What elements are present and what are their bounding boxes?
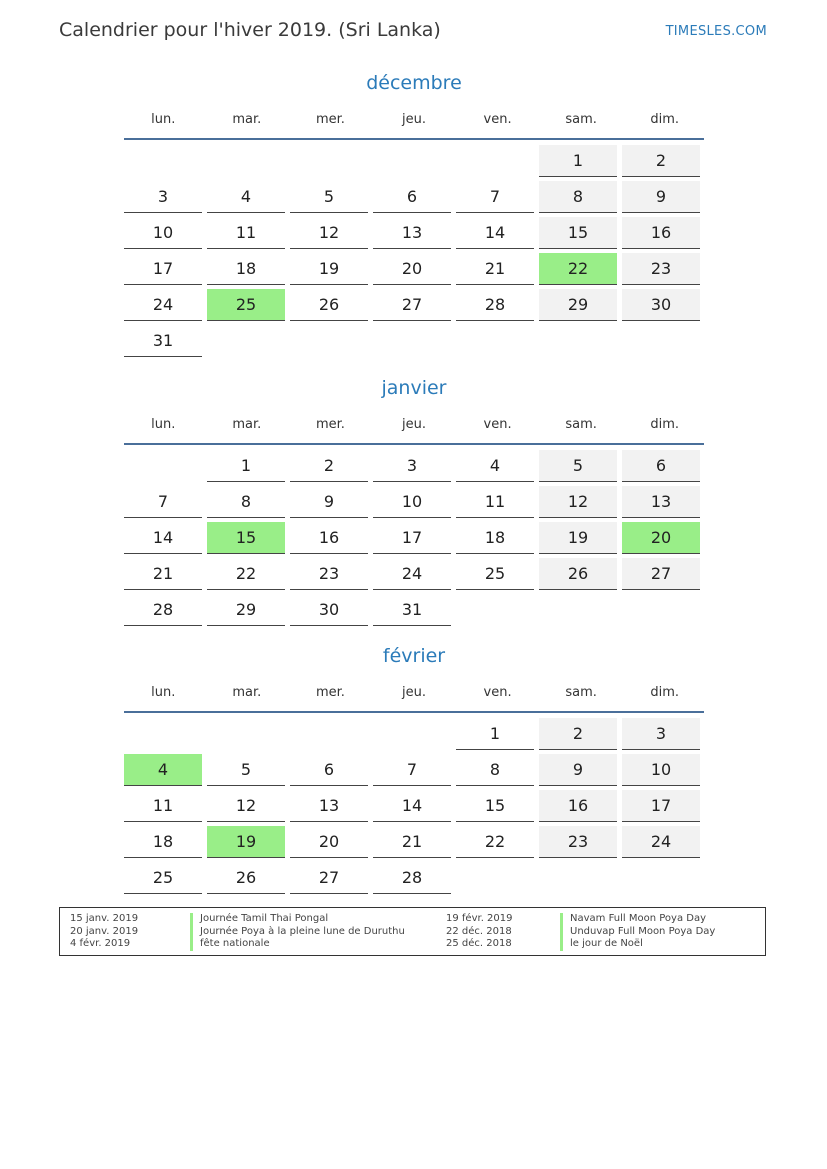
day-cell: 1 [539, 145, 617, 177]
day-cell: 24 [124, 289, 202, 321]
day-cell: 21 [124, 558, 202, 590]
day-cell: 8 [539, 181, 617, 213]
day-cell: 4 [456, 450, 534, 482]
holiday-day-cell: 15 [207, 522, 285, 554]
page-title: Calendrier pour l'hiver 2019. (Sri Lanka) [59, 19, 441, 41]
day-cell: 27 [373, 289, 451, 321]
day-cell: 7 [456, 181, 534, 213]
day-cell: 3 [622, 718, 700, 750]
header-divider [124, 711, 704, 713]
day-cell: 15 [456, 790, 534, 822]
day-cell: 13 [290, 790, 368, 822]
legend-holiday-name: Navam Full Moon Poya Day [560, 913, 715, 926]
day-cell: 3 [124, 181, 202, 213]
day-cell: 20 [290, 826, 368, 858]
empty-cell [207, 145, 285, 177]
weekday-label: jeu. [402, 111, 426, 127]
day-cell: 19 [539, 522, 617, 554]
day-cell: 26 [207, 862, 285, 894]
day-cell: 6 [290, 754, 368, 786]
day-cell: 28 [373, 862, 451, 894]
holiday-day-cell: 19 [207, 826, 285, 858]
weekday-label: mer. [315, 111, 345, 127]
day-cell: 9 [539, 754, 617, 786]
day-cell: 13 [373, 217, 451, 249]
day-cell: 1 [207, 450, 285, 482]
weekday-label: lun. [151, 416, 176, 432]
month-title: décembre [366, 72, 462, 94]
month-january [124, 375, 704, 626]
day-cell: 4 [207, 181, 285, 213]
weekday-label: mar. [232, 416, 262, 432]
day-cell: 2 [622, 145, 700, 177]
empty-cell [290, 718, 368, 750]
day-cell: 18 [456, 522, 534, 554]
day-cell: 23 [622, 253, 700, 285]
legend-date: 25 déc. 2018 [446, 938, 512, 949]
day-cell: 29 [207, 594, 285, 626]
weekday-header [124, 100, 704, 138]
day-cell: 23 [539, 826, 617, 858]
month-title: février [382, 645, 446, 667]
day-grid [124, 718, 704, 894]
day-cell: 17 [373, 522, 451, 554]
day-cell: 27 [290, 862, 368, 894]
empty-cell [124, 450, 202, 482]
day-cell: 16 [539, 790, 617, 822]
day-cell: 6 [622, 450, 700, 482]
weekday-header [124, 405, 704, 443]
legend-holiday-name: fête nationale [190, 938, 405, 951]
day-cell: 1 [456, 718, 534, 750]
month-february [124, 643, 704, 894]
day-cell: 9 [290, 486, 368, 518]
legend-date: 4 févr. 2019 [70, 938, 131, 949]
day-cell: 16 [290, 522, 368, 554]
header-divider [124, 443, 704, 445]
day-cell: 19 [290, 253, 368, 285]
day-cell: 22 [207, 558, 285, 590]
holiday-day-cell: 20 [622, 522, 700, 554]
day-cell: 28 [456, 289, 534, 321]
day-cell: 21 [456, 253, 534, 285]
day-cell: 11 [124, 790, 202, 822]
day-cell: 27 [622, 558, 700, 590]
weekday-label: jeu. [402, 684, 426, 700]
weekday-label: jeu. [402, 416, 426, 432]
empty-cell [124, 145, 202, 177]
day-cell: 9 [622, 181, 700, 213]
day-cell: 8 [456, 754, 534, 786]
holiday-day-cell: 22 [539, 253, 617, 285]
weekday-label: sam. [565, 684, 597, 700]
legend-left-dates [70, 913, 180, 951]
legend-date: 19 févr. 2019 [446, 913, 513, 924]
day-cell: 10 [373, 486, 451, 518]
legend-date: 20 janv. 2019 [70, 925, 139, 937]
day-cell: 17 [622, 790, 700, 822]
weekday-label: lun. [151, 684, 176, 700]
legend-holiday-name: Journée Tamil Thai Pongal [190, 913, 405, 926]
day-cell: 21 [373, 826, 451, 858]
day-cell: 11 [207, 217, 285, 249]
day-grid [124, 145, 704, 357]
day-cell: 20 [373, 253, 451, 285]
holiday-legend [59, 907, 766, 956]
day-cell: 18 [124, 826, 202, 858]
empty-cell [373, 145, 451, 177]
day-cell: 12 [290, 217, 368, 249]
day-cell: 26 [539, 558, 617, 590]
day-cell: 8 [207, 486, 285, 518]
month-title: janvier [381, 377, 447, 399]
weekday-label: mar. [232, 111, 262, 127]
day-cell: 23 [290, 558, 368, 590]
day-cell: 30 [290, 594, 368, 626]
weekday-label: sam. [565, 416, 597, 432]
legend-left-names [190, 913, 405, 951]
weekday-label: dim. [650, 111, 680, 127]
legend-holiday-name: Journée Poya à la pleine lune de Duruthu [190, 926, 405, 939]
day-cell: 31 [124, 325, 202, 357]
day-cell: 15 [539, 217, 617, 249]
day-cell: 6 [373, 181, 451, 213]
day-cell: 14 [124, 522, 202, 554]
day-cell: 10 [622, 754, 700, 786]
day-cell: 5 [539, 450, 617, 482]
day-cell: 22 [456, 826, 534, 858]
day-cell: 10 [124, 217, 202, 249]
day-cell: 14 [456, 217, 534, 249]
weekday-label: ven. [483, 416, 512, 432]
day-cell: 25 [124, 862, 202, 894]
site-link[interactable]: TIMESLES.COM [665, 24, 767, 39]
day-cell: 30 [622, 289, 700, 321]
day-cell: 14 [373, 790, 451, 822]
legend-right-names [560, 913, 715, 951]
day-cell: 18 [207, 253, 285, 285]
holiday-day-cell: 4 [124, 754, 202, 786]
day-cell: 29 [539, 289, 617, 321]
day-cell: 31 [373, 594, 451, 626]
month-december [124, 70, 704, 357]
day-cell: 3 [373, 450, 451, 482]
empty-cell [456, 145, 534, 177]
weekday-header [124, 673, 704, 711]
legend-holiday-name: le jour de Noël [560, 938, 715, 951]
day-cell: 16 [622, 217, 700, 249]
weekday-label: mar. [232, 684, 262, 700]
legend-holiday-name: Unduvap Full Moon Poya Day [560, 926, 715, 939]
day-cell: 12 [207, 790, 285, 822]
empty-cell [290, 145, 368, 177]
legend-right-dates [446, 913, 556, 951]
day-cell: 13 [622, 486, 700, 518]
empty-cell [373, 718, 451, 750]
day-cell: 12 [539, 486, 617, 518]
day-cell: 17 [124, 253, 202, 285]
day-cell: 2 [539, 718, 617, 750]
weekday-label: ven. [483, 684, 512, 700]
day-cell: 11 [456, 486, 534, 518]
weekday-label: mer. [315, 416, 345, 432]
weekday-label: sam. [565, 111, 597, 127]
day-cell: 7 [124, 486, 202, 518]
weekday-label: dim. [650, 684, 680, 700]
day-cell: 5 [207, 754, 285, 786]
weekday-label: dim. [650, 416, 680, 432]
day-cell: 26 [290, 289, 368, 321]
holiday-day-cell: 25 [207, 289, 285, 321]
day-cell: 2 [290, 450, 368, 482]
day-cell: 28 [124, 594, 202, 626]
day-cell: 24 [622, 826, 700, 858]
empty-cell [207, 718, 285, 750]
day-cell: 25 [456, 558, 534, 590]
header-divider [124, 138, 704, 140]
day-grid [124, 450, 704, 626]
day-cell: 24 [373, 558, 451, 590]
weekday-label: mer. [315, 684, 345, 700]
weekday-label: lun. [151, 111, 176, 127]
legend-date: 22 déc. 2018 [446, 925, 512, 937]
empty-cell [124, 718, 202, 750]
day-cell: 5 [290, 181, 368, 213]
weekday-label: ven. [483, 111, 512, 127]
legend-date: 15 janv. 2019 [70, 913, 139, 924]
day-cell: 7 [373, 754, 451, 786]
